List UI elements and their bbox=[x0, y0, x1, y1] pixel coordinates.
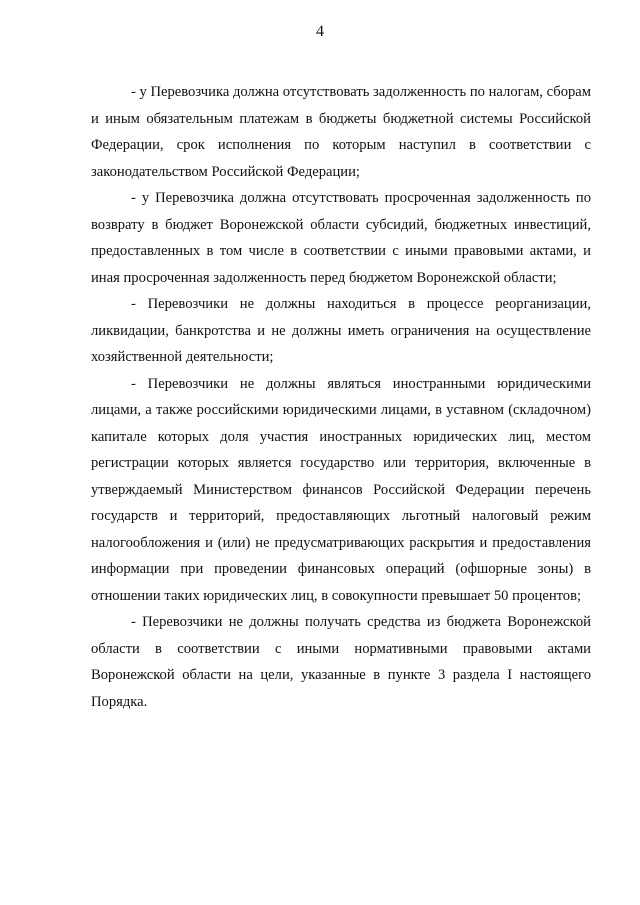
document-body bbox=[91, 79, 591, 715]
paragraph-other-funding: - Перевозчики не должны получать средства из бюджета Воронежской области в соответствии с иными нормативными правовыми актами Воронежской области на цели, указанные в пункте 3 раздела I настоящего Порядка. bbox=[91, 614, 591, 710]
page-number: 4 bbox=[316, 23, 324, 40]
paragraph-tax-debt: - у Перевозчика должна отсутствовать задолженность по налогам, сборам и иным обязательным платежам в бюджеты бюджетной системы Российской Федерации, срок исполнения по которым наступил в соответствии с законодательством Российской Федерации; bbox=[91, 84, 591, 180]
paragraph-reorganization: - Перевозчики не должны находиться в процессе реорганизации, ликвидации, банкротства и не должны иметь ограничения на осуществление хозяйственной деятельности; bbox=[91, 296, 591, 365]
paragraph-foreign-entities: - Перевозчики не должны являться иностранными юридическими лицами, а также российскими юридическими лицами, в уставном (складочном) капитале которых доля участия иностранных юридических лиц, местом регистрации которых является государство или территория, включенные в утверждаемый Министерством финансов Российской Федерации перечень государств и территорий, предоставляющих льготный налоговый режим налогообложения и (или) не предусматривающих раскрытия и предоставления информации при проведении финансовых операций (офшорные зоны) в отношении таких юридических лиц, в совокупности превышает 50 процентов; bbox=[91, 375, 591, 604]
paragraph-overdue-debt: - у Перевозчика должна отсутствовать просроченная задолженность по возврату в бюджет Воронежской области субсидий, бюджетных инвестиций, предоставленных в том числе в соответствии с иными правовыми актами, и иная просроченная задолженность перед бюджетом Воронежской области; bbox=[91, 190, 591, 286]
